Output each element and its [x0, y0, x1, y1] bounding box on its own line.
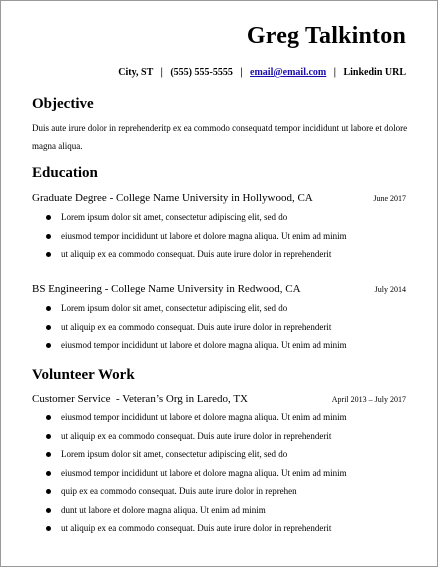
- list-item: quip ex ea commodo consequat. Duis aute irure dolor in reprehen: [46, 482, 416, 501]
- list-item: eiusmod tempor incididunt ut labore et dolore magna aliqua. Ut enim ad minim: [46, 336, 416, 355]
- list-item: eiusmod tempor incididunt ut labore et dolore magna aliqua. Ut enim ad minim: [46, 408, 416, 427]
- list-item: eiusmod tempor incididunt ut labore et dolore magna aliqua. Ut enim ad minim: [46, 227, 416, 246]
- list-item: ut aliquip ex ea commodo consequat. Duis aute irure dolor in reprehenderit: [46, 519, 416, 538]
- education-bullet-list: [46, 299, 416, 355]
- list-item: ut aliquip ex ea commodo consequat. Duis aute irure dolor in reprehenderit: [46, 245, 416, 264]
- volunteer-entry-heading: [32, 393, 406, 405]
- list-item: ut aliquip ex ea commodo consequat. Duis aute irure dolor in reprehenderit: [46, 427, 416, 446]
- education-heading: Education: [32, 165, 98, 181]
- education-entry-heading: [32, 283, 406, 295]
- list-item: eiusmod tempor incididunt ut labore et dolore magna aliqua. Ut enim ad minim: [46, 464, 416, 483]
- education-entry-date: June 2017: [373, 194, 406, 203]
- volunteer-bullet-list: [46, 408, 416, 538]
- contact-phone: (555) 555-5555: [170, 67, 233, 78]
- education-entry-heading: [32, 192, 406, 204]
- contact-separator: |: [333, 67, 336, 78]
- list-item: Lorem ipsum dolor sit amet, consectetur adipiscing elit, sed do: [46, 208, 416, 227]
- contact-separator: |: [160, 67, 163, 78]
- objective-text: Duis aute irure dolor in reprehenderitp ex ea commodo consequatd tempor incididunt ut labore et dolore magna aliqua.: [32, 123, 408, 151]
- education-entry-title: Graduate Degree - College Name University in Hollywood, CA: [32, 192, 313, 204]
- objective-heading: Objective: [32, 96, 94, 112]
- list-item: Lorem ipsum dolor sit amet, consectetur adipiscing elit, sed do: [46, 445, 416, 464]
- education-bullet-list: [46, 208, 416, 264]
- education-entry-date: July 2014: [374, 285, 406, 294]
- volunteer-entry-date: April 2013 – July 2017: [331, 395, 406, 404]
- list-item: ut aliquip ex ea commodo consequat. Duis aute irure dolor in reprehenderit: [46, 318, 416, 337]
- contact-email-link[interactable]: email@email.com: [250, 67, 327, 78]
- volunteer-entry-title: Customer Service - Veteran’s Org in Laredo, TX: [32, 393, 248, 405]
- contact-linkedin: Linkedin URL: [343, 67, 406, 78]
- list-item: dunt ut labore et dolore magna aliqua. Ut enim ad minim: [46, 501, 416, 520]
- contact-line: [118, 67, 406, 78]
- contact-city: City, ST: [118, 67, 154, 78]
- contact-separator: |: [240, 67, 243, 78]
- volunteer-heading: Volunteer Work: [32, 367, 135, 383]
- candidate-name: Greg Talkinton: [246, 23, 406, 49]
- education-entry-title: BS Engineering - College Name University in Redwood, CA: [32, 283, 301, 295]
- list-item: Lorem ipsum dolor sit amet, consectetur adipiscing elit, sed do: [46, 299, 416, 318]
